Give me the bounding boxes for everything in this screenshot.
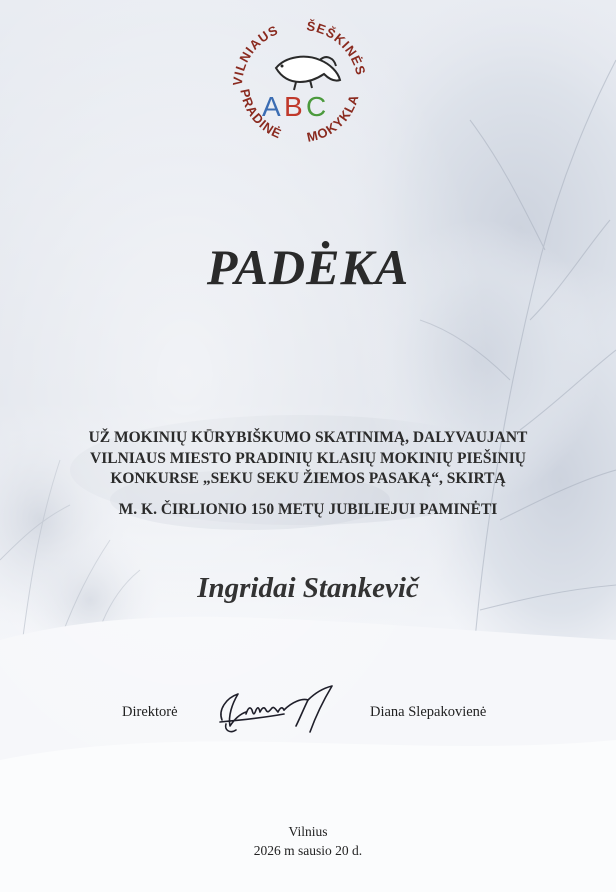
logo-letter-c: C bbox=[306, 91, 327, 122]
footer bbox=[0, 822, 616, 860]
logo-text-pradine: PRADINĖ bbox=[237, 87, 285, 142]
issue-city: Vilnius bbox=[288, 824, 328, 839]
recipient-name: Ingridai Stankevič bbox=[197, 572, 419, 604]
issue-date: 2026 m sausio 20 d. bbox=[253, 843, 363, 858]
reason-line: KONKURSE „SEKU SEKU ŽIEMOS PASAKĄ“, SKIRTĄ bbox=[110, 470, 506, 487]
logo-text-seskines: ŠEŠKINĖS bbox=[305, 18, 369, 78]
reason-line: VILNIAUS MIESTO PRADINIŲ KLASIŲ MOKINIŲ PIEŠINIŲ bbox=[90, 449, 526, 467]
signer-role: Direktorė bbox=[122, 704, 178, 720]
logo-letter-a: A bbox=[262, 91, 281, 122]
certificate-reason bbox=[20, 428, 596, 520]
signer-name: Diana Slepakovienė bbox=[370, 704, 487, 720]
reason-line: UŽ MOKINIŲ KŪRYBIŠKUMO SKATINIMĄ, DALYVAUJANT bbox=[88, 429, 528, 446]
reason-line: M. K. ČIRLIONIO 150 METŲ JUBILIEJUI PAMINĖTI bbox=[118, 500, 498, 518]
handwritten-signature bbox=[212, 680, 356, 740]
ferret-icon bbox=[276, 57, 340, 90]
certificate-title: PADĖKA bbox=[206, 239, 410, 295]
logo-text-mokykla: MOKYKLA bbox=[305, 92, 362, 145]
logo-text-vilniaus: VILNIAUS bbox=[229, 22, 281, 87]
logo-letter-b: B bbox=[284, 91, 303, 122]
svg-text:VILNIAUS bbox=[230, 22, 281, 86]
school-logo bbox=[226, 12, 372, 158]
